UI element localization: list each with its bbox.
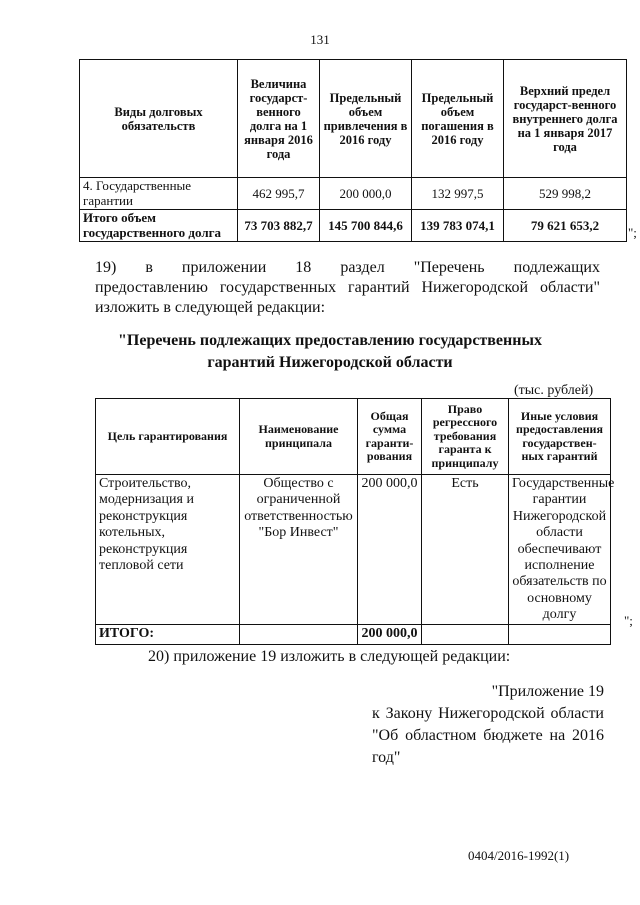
table-cell: ИТОГО: — [96, 625, 240, 644]
header-cell: Предельный объем привлечения в 2016 году — [320, 60, 412, 178]
table-cell: 200 000,0 — [358, 625, 422, 644]
table-cell: 73 703 882,7 — [238, 210, 320, 242]
table-cell: 200 000,0 — [358, 475, 422, 625]
table-cell: Итого объем государственного долга — [80, 210, 238, 242]
header-cell: Общая сумма гаранти-рования — [358, 399, 422, 475]
heading-line: "Перечень подлежащих предоставлению государственных — [118, 332, 542, 349]
table-row — [80, 178, 627, 210]
table-cell: Государственные гарантии Нижегородской области обеспечивают исполнение обязательств по основному долгу — [509, 475, 611, 625]
header-cell: Цель гарантирования — [96, 399, 240, 475]
debt-obligations-table — [79, 59, 627, 242]
table-cell: 462 995,7 — [238, 178, 320, 210]
table-header-row — [96, 399, 611, 475]
table-total-row — [96, 625, 611, 644]
table-cell: 4. Государственные гарантии — [80, 178, 238, 210]
table-cell: 132 997,5 — [412, 178, 504, 210]
closing-quote: "; — [624, 613, 633, 628]
header-cell: Наименование принципала — [240, 399, 358, 475]
table-cell: Общество с ограниченной ответственностью "Бор Инвест" — [240, 475, 358, 625]
table-cell: Есть — [422, 475, 509, 625]
table-header-row — [80, 60, 627, 178]
appendix-caption — [372, 681, 604, 769]
guarantees-table — [95, 398, 615, 645]
appendix-line: к Закону Нижегородской области — [372, 705, 604, 722]
page-number: 131 — [310, 32, 330, 47]
header-cell: Предельный объем погашения в 2016 году — [412, 60, 504, 178]
table-row — [96, 475, 611, 625]
table-cell: 145 700 844,6 — [320, 210, 412, 242]
header-cell: Иные условия предоставления государствен-ных гарантий — [509, 399, 611, 475]
paragraph-19-line2: предоставлению государственных гарантий Нижегородской области" — [95, 279, 600, 296]
table-cell: 200 000,0 — [320, 178, 412, 210]
section-heading — [100, 330, 560, 374]
table-cell: 79 621 653,2 — [504, 210, 627, 242]
header-cell: Верхний предел государст-венного внутреннего долга на 1 января 2017 года — [504, 60, 627, 178]
table-cell — [240, 625, 358, 644]
closing-quote: "; — [628, 225, 637, 240]
header-cell: Право регрессного требования гаранта к принципалу — [422, 399, 509, 475]
table-cell — [422, 625, 509, 644]
table-total-row — [80, 210, 627, 242]
table-cell: Строительство, модернизация и реконструкция котельных, реконструкция тепловой сети — [96, 475, 240, 625]
header-cell: Величина государст-венного долга на 1 января 2016 года — [238, 60, 320, 178]
units-label: (тыс. рублей) — [514, 383, 594, 398]
appendix-line: год" — [372, 749, 401, 766]
paragraph-19-line1: 19) в приложении 18 раздел "Перечень подлежащих — [95, 259, 600, 276]
paragraph-19-line3: изложить в следующей редакции: — [95, 299, 326, 316]
table-cell: 139 783 074,1 — [412, 210, 504, 242]
appendix-line: "Об областном бюджете на 2016 — [372, 727, 604, 744]
table-cell — [509, 625, 611, 644]
appendix-line: "Приложение 19 — [491, 683, 604, 700]
table-cell: 529 998,2 — [504, 178, 627, 210]
heading-line: гарантий Нижегородской области — [207, 354, 453, 371]
document-code: 0404/2016-1992(1) — [468, 848, 570, 863]
paragraph-20: 20) приложение 19 изложить в следующей редакции: — [148, 648, 511, 665]
header-cell: Виды долговых обязательств — [80, 60, 238, 178]
